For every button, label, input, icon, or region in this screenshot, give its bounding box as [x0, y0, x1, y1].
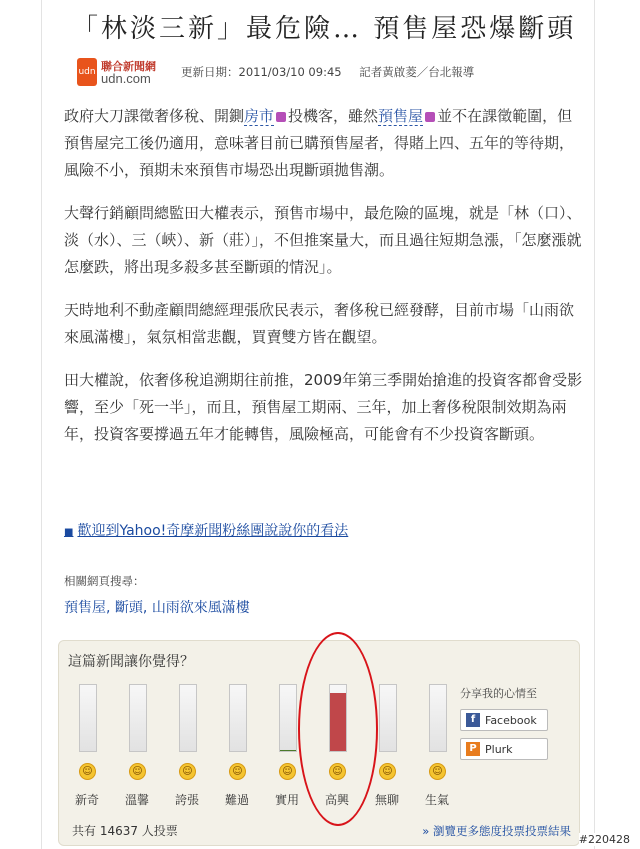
poll-option-label: 新奇 — [74, 793, 99, 807]
image-watermark: #220428 — [578, 833, 630, 846]
mood-face-icon[interactable]: ☺ — [79, 763, 96, 780]
mood-face-icon[interactable]: ☺ — [429, 763, 446, 780]
mood-face-icon[interactable]: ☺ — [329, 763, 346, 780]
share-panel — [460, 685, 560, 767]
poll-bar — [429, 684, 447, 752]
poll-bar-fill — [280, 750, 296, 751]
facebook-icon: f — [466, 713, 480, 727]
paragraph-3: 天時地利不動產顧問總經理張欣民表示，奢侈稅已經發酵，目前市場「山雨欲來風滿樓」，氣氛相當悲觀，買賣雙方皆在觀望。 — [64, 301, 575, 346]
vote-total: 共有 14637 人投票 — [72, 824, 178, 838]
highlight-circle-annotation — [298, 632, 378, 826]
poll-bar — [279, 684, 297, 752]
poll-option[interactable] — [217, 681, 257, 841]
paragraph-1: 政府大刀課徵奢侈稅、開鍘房市 投機客，雖然預售屋 並不在課徵範圍，但預售屋完工後仍適用，意味著目前已購預售屋者，得賭上四、五年的等待期，風險不小，預期未來預售市場恐出現斷頭拋售潮。 — [64, 107, 575, 179]
poll-option-label: 高興 — [324, 793, 349, 807]
related-search-title: 相關網頁搜尋： — [64, 574, 145, 588]
plurk-share-button[interactable]: P Plurk — [460, 738, 548, 760]
plurk-icon: P — [466, 742, 480, 756]
keyword-link-housing[interactable]: 房市 — [244, 107, 275, 125]
article-body — [64, 103, 584, 464]
article-meta — [77, 56, 488, 88]
keyword-link-presale[interactable]: 預售屋 — [378, 107, 424, 125]
related-link[interactable]: 預售屋 — [64, 600, 106, 616]
facebook-share-button[interactable]: f Facebook — [460, 709, 548, 731]
related-link[interactable]: 斷頭 — [114, 600, 143, 616]
keyword-tag-icon[interactable] — [425, 112, 435, 122]
fan-page-link[interactable]: ■ 歡迎到Yahoo!奇摩新聞粉絲團說說你的看法 — [64, 523, 349, 539]
poll-bar — [79, 684, 97, 752]
mood-face-icon[interactable]: ☺ — [279, 763, 296, 780]
poll-option[interactable] — [417, 681, 457, 841]
poll-bar — [229, 684, 247, 752]
paragraph-2: 大聲行銷顧問總監田大權表示，預售市場中，最危險的區塊，就是「林（口）、淡（水）、三（峽）、新（莊）」，不但推案量大，而且過往短期急漲，「怎麼漲就怎麼跌，將出現多殺多甚至斷頭的情況」。 — [64, 204, 582, 276]
poll-option-label: 溫馨 — [124, 793, 149, 807]
poll-option-label: 生氣 — [424, 793, 449, 807]
udn-logo-en: udn.com — [101, 71, 151, 86]
mood-face-icon[interactable]: ☺ — [179, 763, 196, 780]
bullet-icon: ■ — [64, 527, 74, 538]
poll-bar — [179, 684, 197, 752]
poll-option-label: 實用 — [274, 793, 299, 807]
poll-option[interactable] — [167, 681, 207, 841]
udn-logo[interactable] — [77, 58, 165, 86]
poll-bar — [379, 684, 397, 752]
poll-question: 這篇新聞讓你覺得？ — [68, 654, 194, 670]
mood-face-icon[interactable]: ☺ — [129, 763, 146, 780]
keyword-tag-icon[interactable] — [276, 112, 286, 122]
poll-option[interactable] — [67, 681, 107, 841]
meta-text — [181, 64, 488, 80]
update-date: 更新日期：2011/03/10 09:45 — [181, 65, 342, 79]
poll-option-label: 誇張 — [174, 793, 199, 807]
paragraph-4: 田大權說，依奢侈稅追溯期往前推，2009年第三季開始搶進的投資客都會受影響，至少「死一半」，而且，預售屋工期兩、三年，加上奢侈稅限制效期為兩年，投資客要撐過五年才能轉售，風險極高，可能會有不少投資客斷頭。 — [64, 371, 583, 443]
mood-face-icon[interactable]: ☺ — [229, 763, 246, 780]
related-search-links: 預售屋, 斷頭, 山雨欲來風滿樓 — [64, 600, 250, 616]
mood-face-icon[interactable]: ☺ — [379, 763, 396, 780]
related-link[interactable]: 山雨欲來風滿樓 — [151, 600, 250, 616]
poll-bars — [59, 681, 459, 841]
udn-logo-icon: udn — [77, 58, 97, 86]
poll-option-label: 無聊 — [374, 793, 399, 807]
view-results-link[interactable]: » 瀏覽更多態度投票投票結果 — [422, 824, 571, 838]
article-headline: 「林淡三新」最危險… 預售屋恐爆斷頭 — [72, 14, 577, 44]
reporter: 記者黃啟菱／台北報導 — [359, 65, 475, 79]
poll-bar — [129, 684, 147, 752]
poll-option-label: 難過 — [224, 793, 249, 807]
udn-logo-cn: 聯合新聞網 — [101, 60, 156, 73]
poll-option[interactable] — [117, 681, 157, 841]
share-title: 分享我的心情至 — [460, 687, 537, 700]
